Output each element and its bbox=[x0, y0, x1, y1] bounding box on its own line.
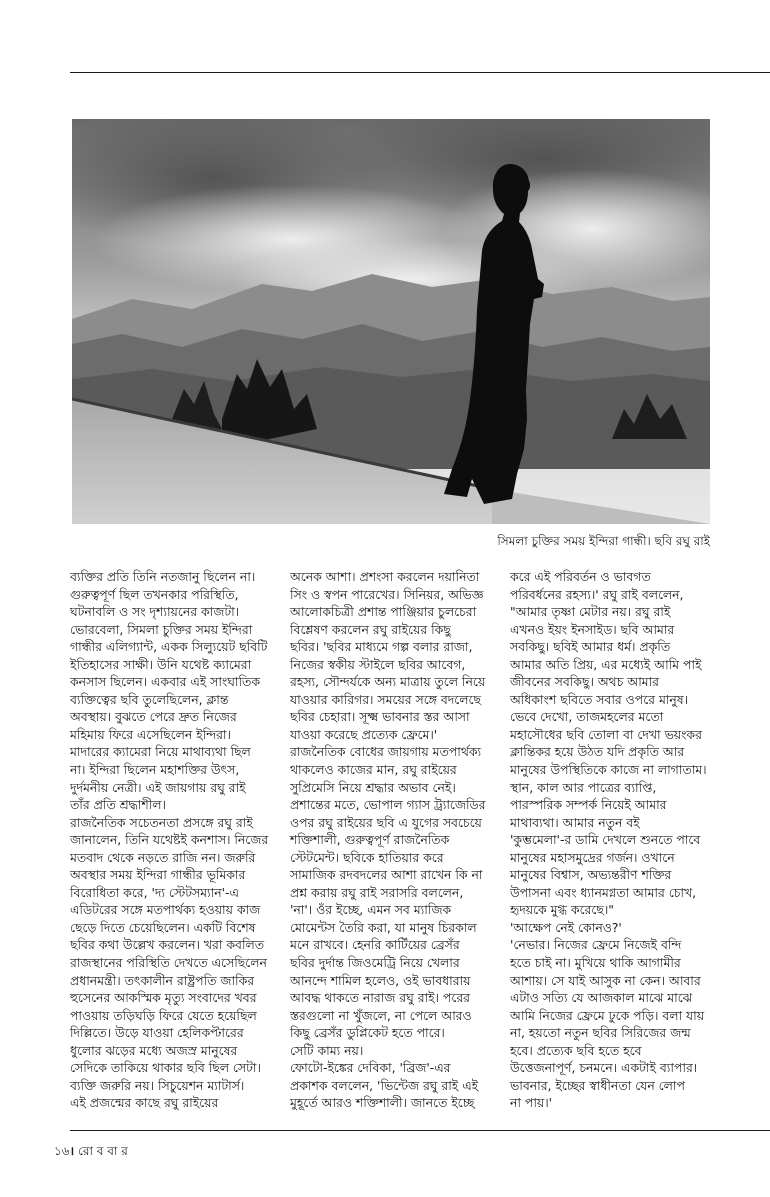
article-line: ভোরবেলা, সিমলা চুক্তির সময় ইন্দিরা bbox=[70, 621, 253, 637]
article-line: "আমার তৃষ্ণা মেটার নয়। রঘু রাই bbox=[510, 604, 671, 620]
article-line: এখনও ইয়ং ইনসাইড। ছবি আমার bbox=[510, 621, 675, 637]
article-line: ছেড়ে দিতে চেয়েছিলেন। একটি বিশেষ bbox=[70, 919, 256, 935]
article-line: না। ইন্দিরা ছিলেন মহাশক্তির উৎস, bbox=[70, 762, 240, 778]
article-line: জীবনের সবকিছু। অথচ আমার bbox=[510, 674, 659, 690]
article-line: হৃদয়কে মুগ্ধ করেছে।" bbox=[510, 902, 614, 918]
article-line: করে এই পরিবর্তন ও ভাবগত bbox=[510, 569, 651, 584]
page-number: ১৬ bbox=[54, 1144, 70, 1158]
article-line: এটাও সত্যি যে আজকাল মাঝে মাঝে bbox=[510, 990, 693, 1006]
top-rule bbox=[70, 72, 770, 73]
article-line: মাদারের ক্যামেরা নিয়ে মাথাব্যথা ছিল bbox=[70, 744, 251, 760]
article-line: সেটি কাম্য নয়। bbox=[290, 1042, 364, 1058]
article-line: আশায়। সে যাই আসুক না কেন। আবার bbox=[510, 972, 701, 988]
article-line: নিজের স্বকীয় স্টাইলে ছবির আবেগ, bbox=[290, 656, 466, 672]
article-line: মানুষের বিশ্বাস, অভ্যন্তরীণ শক্তির bbox=[510, 867, 672, 883]
article-line: মোমেন্টস তৈরি করা, যা মানুষ চিরকাল bbox=[290, 919, 477, 935]
article-line: শক্তিশালী, গুরুত্বপূর্ণ রাজনৈতিক bbox=[290, 832, 450, 848]
article-line: প্রশ্ন করায় রঘু রাই সরাসরি বললেন, bbox=[290, 884, 464, 900]
article-line: সামাজিক রদবদলের আশা রাখেন কি না bbox=[290, 867, 483, 883]
article-line: তাঁর প্রতি শ্রদ্ধাশীল। bbox=[70, 797, 166, 813]
article-column-3 bbox=[510, 568, 720, 1112]
article-line: প্রধানমন্ত্রী। তৎকালীন রাষ্ট্রপতি জাকির bbox=[70, 972, 255, 988]
article-line: সেদিকে তাকিয়ে থাকার ছবি ছিল সেটা। bbox=[70, 1060, 261, 1076]
article-line: স্থান, কাল আর পাত্রের ব্যাপ্তি, bbox=[510, 779, 657, 795]
article-line: আমি নিজের ফ্রেমে ঢুকে পড়ি। বলা যায় bbox=[510, 1007, 705, 1023]
article-line: মনে রাখবে। হেনরি কার্টিয়ের ব্রেসঁর bbox=[290, 937, 460, 953]
article-line: 'কুম্ভমেলা'-র ডামি দেখলে শুনতে পাবে bbox=[510, 832, 701, 848]
article-line: অধিকাংশ ছবিতে সবার ওপরে মানুষ। bbox=[510, 691, 689, 707]
bottom-rule bbox=[70, 1130, 770, 1131]
article-line: প্রকাশক বললেন, 'ভিন্টেজ রঘু রাই এই bbox=[290, 1077, 479, 1093]
article-line: হতে চাই না। মুখিয়ে থাকি আগামীর bbox=[510, 955, 681, 971]
photo-caption: সিমলা চুক্তির সময় ইন্দিরা গান্ধী। ছবি রঘু রাই bbox=[497, 534, 710, 548]
article-line: স্টেটমেন্ট। ছবিকে হাতিয়ার করে bbox=[290, 849, 444, 865]
article-line: 'না'। ওঁর ইচ্ছে, এমন সব ম্যাজিক bbox=[290, 902, 452, 918]
article-line: রহস্য, সৌন্দর্যকে অন্য মাত্রায় তুলে নিয়ে bbox=[290, 674, 486, 690]
article-line: রাজনৈতিক বোধের জায়গায় মতপার্থক্য bbox=[290, 744, 482, 760]
article-line: স্তরগুলো না খুঁজলে, না পেলে আরও bbox=[290, 1007, 472, 1023]
article-line: এডিটরের সঙ্গে মতপার্থক্য হওয়ায় কাজ bbox=[70, 902, 261, 918]
article-line: মুহূর্তে আরও শক্তিশালী। জানতে ইচ্ছে bbox=[290, 1095, 475, 1111]
article-line: ছবির। 'ছবির মাধ্যমে গল্প বলার রাজা, bbox=[290, 639, 473, 655]
article-line: মহাসৌধের ছবি তোলা বা দেখা ভয়ংকর bbox=[510, 726, 702, 742]
article-column-2 bbox=[290, 568, 500, 1112]
article-line: এই প্রজন্মের কাছে রঘু রাইয়ের bbox=[70, 1095, 219, 1111]
article-line: ইতিহাসের সাক্ষী। উনি যথেষ্ট ক্যামেরা bbox=[70, 656, 252, 672]
article-line: অনেক আশা। প্রশংসা করলেন দয়ানিতা bbox=[290, 569, 480, 584]
article-line: সিং ও স্বপন পারেখের। সিনিয়র, অভিজ্ঞ bbox=[290, 586, 484, 602]
article-line: আবদ্ধ থাকতে নারাজ রঘু রাই। পরের bbox=[290, 990, 470, 1006]
article-line: আমার অতি প্রিয়, এর মধ্যেই আমি পাই bbox=[510, 656, 702, 672]
article-line: রাজস্থানের পরিস্থিতি দেখতে এসেছিলেন bbox=[70, 955, 267, 971]
article-line: প্রশান্তের মতে, ভোপাল গ্যাস ট্র্যাজেডির bbox=[290, 797, 486, 813]
article-line: মহিমায় ফিরে এসেছিলেন ইন্দিরা। bbox=[70, 726, 231, 742]
article-column-1 bbox=[70, 568, 280, 1112]
article-line: ভেবে দেখো, তাজমহলের মতো bbox=[510, 709, 664, 725]
article-line: থাকলেও কাজের মান, রঘু রাইয়ের bbox=[290, 762, 457, 778]
article-line: উত্তেজনাপূর্ণ, চনমনে। একটাই ব্যাপার। bbox=[510, 1060, 698, 1076]
article-line: হুসেনের আকস্মিক মৃত্যু সংবাদের খবর bbox=[70, 990, 257, 1006]
article-line: বিরোধিতা করে, 'দ্য স্টেটসম্যান'-এ bbox=[70, 884, 239, 900]
article-line: গুরুত্বপূর্ণ ছিল তখনকার পরিস্থিতি, bbox=[70, 586, 239, 602]
article-line: ছবির চেহারা। সূক্ষ্ম ভাবনার স্তর আসা bbox=[290, 709, 470, 725]
article-line: কিছু ব্রেসঁর ডুপ্লিকেট হতে পারে। bbox=[290, 1025, 445, 1041]
article-line: দিল্লিতে। উড়ে যাওয়া হেলিকপ্টারের bbox=[70, 1025, 244, 1041]
article-line: সুপ্রিমেসি নিয়ে শ্রদ্ধার অভাব নেই। bbox=[290, 779, 456, 795]
article-line: অবস্থায়। বুঝতে পেরে দ্রুত নিজের bbox=[70, 709, 237, 725]
article-line: সবকিছু। ছবিই আমার ধর্ম। প্রকৃতি bbox=[510, 639, 671, 655]
photograph bbox=[72, 119, 710, 524]
article-line: যাওয়া করেছে প্রত্যেক ফ্রেমে।' bbox=[290, 726, 438, 742]
article-line: কনসাস ছিলেন। একবার এই সাংঘাতিক bbox=[70, 674, 261, 690]
page-folio bbox=[54, 1142, 128, 1163]
article-line: অবস্থার সময় ইন্দিরা গান্ধীর ভূমিকার bbox=[70, 867, 246, 883]
article-line: ওপর রঘু রাইয়ের ছবি এ যুগের সবচেয়ে bbox=[290, 814, 482, 830]
folio-separator: । bbox=[69, 1144, 75, 1158]
article-line: পরিবর্ধনের রহস্য।' রঘু রাই বললেন, bbox=[510, 586, 684, 602]
article-line: দুর্দমনীয় নেত্রী। এই জায়গায় রঘু রাই bbox=[70, 779, 246, 795]
article-line: ছবির কথা উল্লেখ করলেন। খরা কবলিত bbox=[70, 937, 265, 953]
article-line: ক্লান্তিকর হয়ে উঠত যদি প্রকৃতি আর bbox=[510, 744, 685, 760]
article-line: ব্যক্তির প্রতি তিনি নতজানু ছিলেন না। bbox=[70, 569, 256, 584]
article-line: মতবাদ থেকে নড়তে রাজি নন। জরুরি bbox=[70, 849, 256, 865]
article-line: যাওয়ার কারিগর। সময়ের সঙ্গে বদলেছে bbox=[290, 691, 481, 707]
article-line: আনন্দে শামিল হলেও, ওই ভাবধারায় bbox=[290, 972, 471, 988]
article-line: ফোটো-ইঙ্কের দেবিকা, 'ব্রিজ'-এর bbox=[290, 1060, 451, 1076]
article-line: ভাবনার, ইচ্ছের স্বাধীনতা যেন লোপ bbox=[510, 1077, 685, 1093]
article-line: না, হয়তো নতুন ছবির সিরিজের জন্ম bbox=[510, 1025, 691, 1041]
article-line: 'নেভার। নিজের ফ্রেমে নিজেই বন্দি bbox=[510, 937, 682, 953]
article-line: পারস্পরিক সম্পর্ক নিয়েই আমার bbox=[510, 797, 667, 813]
article-line: মাথাব্যথা। আমার নতুন বই bbox=[510, 814, 640, 830]
magazine-name: রো ব বা র bbox=[77, 1144, 128, 1158]
article-line: ছবির দুর্দান্ত জিওমেট্রি নিয়ে খেলার bbox=[290, 955, 460, 971]
article-line: ব্যক্তি জরুরি নয়। সিচুয়েশন ম্যাটার্স। bbox=[70, 1077, 245, 1093]
article-line: মানুষের উপস্থিতিকে কাজে না লাগাতাম। bbox=[510, 762, 707, 778]
article-line: গান্ধীর এলিগ্যান্ট, একক সিল্যুয়েট ছবিটি bbox=[70, 639, 268, 655]
article-line: মানুষের মহাসমুদ্রের গর্জন। ওখানে bbox=[510, 849, 675, 865]
article-line: না পায়।' bbox=[510, 1095, 553, 1111]
article-line: 'আক্ষেপ নেই কোনও?' bbox=[510, 919, 622, 935]
article-line: হবে। প্রত্যেক ছবি হতে হবে bbox=[510, 1042, 642, 1058]
article-line: ব্যক্তিত্বের ছবি তুলেছিলেন, ক্লান্ত bbox=[70, 691, 229, 707]
article-line: রাজনৈতিক সচেতনতা প্রসঙ্গে রঘু রাই bbox=[70, 814, 253, 830]
article-line: ঘটনাবলি ও সং দৃশ্যায়নের কাজটা। bbox=[70, 604, 240, 620]
article-line: বিশ্লেষণ করলেন রঘু রাইয়ের কিছু bbox=[290, 621, 451, 637]
article-line: ধুলোর ঝড়ের মধ্যে অজস্র মানুষের bbox=[70, 1042, 238, 1058]
article-line: উপাসনা এবং ধ্যানমগ্নতা আমার চোখ, bbox=[510, 884, 697, 900]
article-line: জানালেন, তিনি যথেষ্টই কনশাস। নিজের bbox=[70, 832, 269, 848]
photo-silhouette-scene bbox=[72, 119, 710, 524]
article-line: আলোকচিত্রী প্রশান্ত পাঞ্জিয়ার চুলচেরা bbox=[290, 604, 477, 620]
article-line: পাওয়ায় তড়িঘড়ি ফিরে যেতে হয়েছিল bbox=[70, 1007, 257, 1023]
